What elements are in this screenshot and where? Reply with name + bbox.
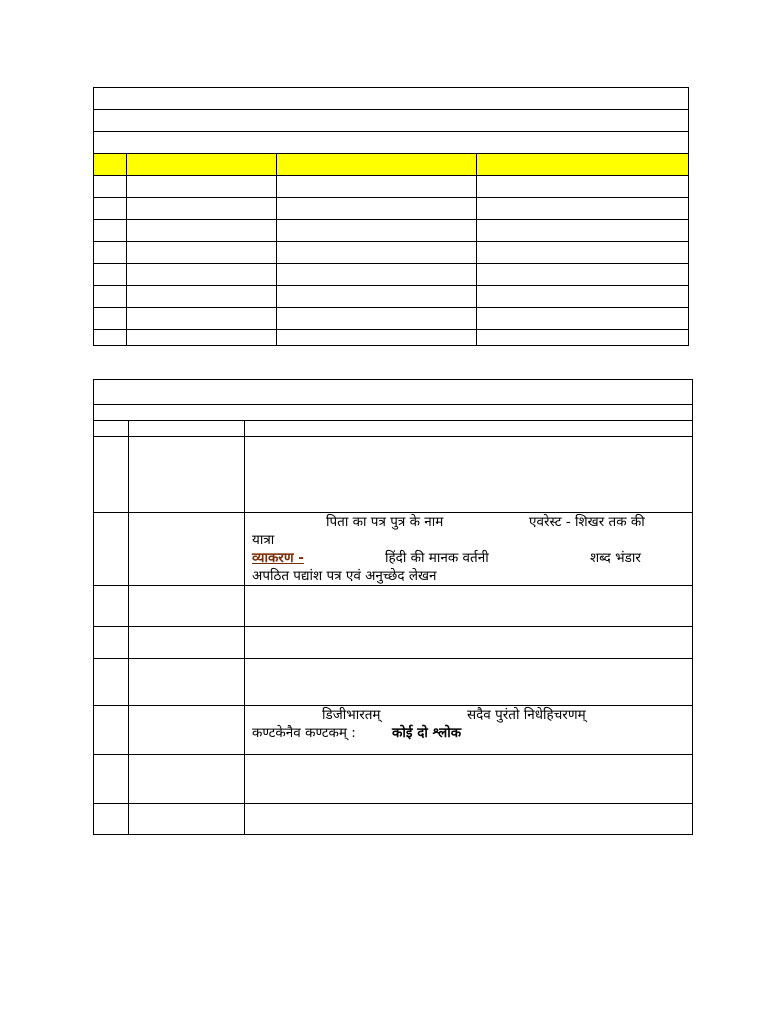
table-row xyxy=(94,286,689,308)
syllabus-content-cell xyxy=(245,706,693,755)
syllabus-title-row xyxy=(94,380,693,405)
table-row xyxy=(94,242,689,264)
table-row xyxy=(94,586,693,627)
grammar-vocabulary: शब्द भंडार xyxy=(590,550,641,566)
syllabus-header-row xyxy=(94,421,693,437)
any-two-shlokas: कोई दो श्लोक xyxy=(392,725,462,741)
header-cell xyxy=(127,154,277,176)
table-row xyxy=(94,198,689,220)
syllabus-content-cell xyxy=(245,513,693,586)
lesson-everest: एवरेस्ट - शिखर तक की xyxy=(529,514,645,530)
header-cell xyxy=(277,154,477,176)
table-row xyxy=(94,264,689,286)
syllabus-subtitle-row xyxy=(94,405,693,421)
unseen-passage-writing: अपठित पद्यांश पत्र एवं अनुच्छेद लेखन xyxy=(252,568,437,584)
lesson-sadaiv: सदैव पुरंतो निधेहिचरणम् xyxy=(467,707,586,723)
table-title-row xyxy=(94,88,689,110)
table-info-row xyxy=(94,132,689,154)
table-row xyxy=(94,804,693,835)
header-cell xyxy=(94,154,127,176)
table-row xyxy=(94,176,689,198)
table-row xyxy=(94,755,693,804)
header-cell xyxy=(477,154,689,176)
lesson-digibharatam: डिजीभारतम् xyxy=(322,707,381,723)
table-row-sanskrit xyxy=(94,706,693,755)
schedule-table xyxy=(93,87,689,346)
grammar-spelling: हिंदी की मानक वर्तनी xyxy=(385,550,489,566)
table-subtitle-row xyxy=(94,110,689,132)
table-row xyxy=(94,437,693,513)
lesson-letter: पिता का पत्र पुत्र के नाम xyxy=(326,514,444,530)
table-row xyxy=(94,330,689,346)
lesson-kantakenaiva: कण्टकेनैव कण्टकम् : xyxy=(252,725,356,741)
syllabus-table xyxy=(93,379,693,835)
table-row xyxy=(94,659,693,706)
table-row xyxy=(94,308,689,330)
lesson-everest-cont: यात्रा xyxy=(252,532,275,548)
table-row xyxy=(94,627,693,659)
grammar-label: व्याकरण - xyxy=(252,550,304,566)
table-row-hindi xyxy=(94,513,693,586)
table-row xyxy=(94,220,689,242)
table-header-row xyxy=(94,154,689,176)
